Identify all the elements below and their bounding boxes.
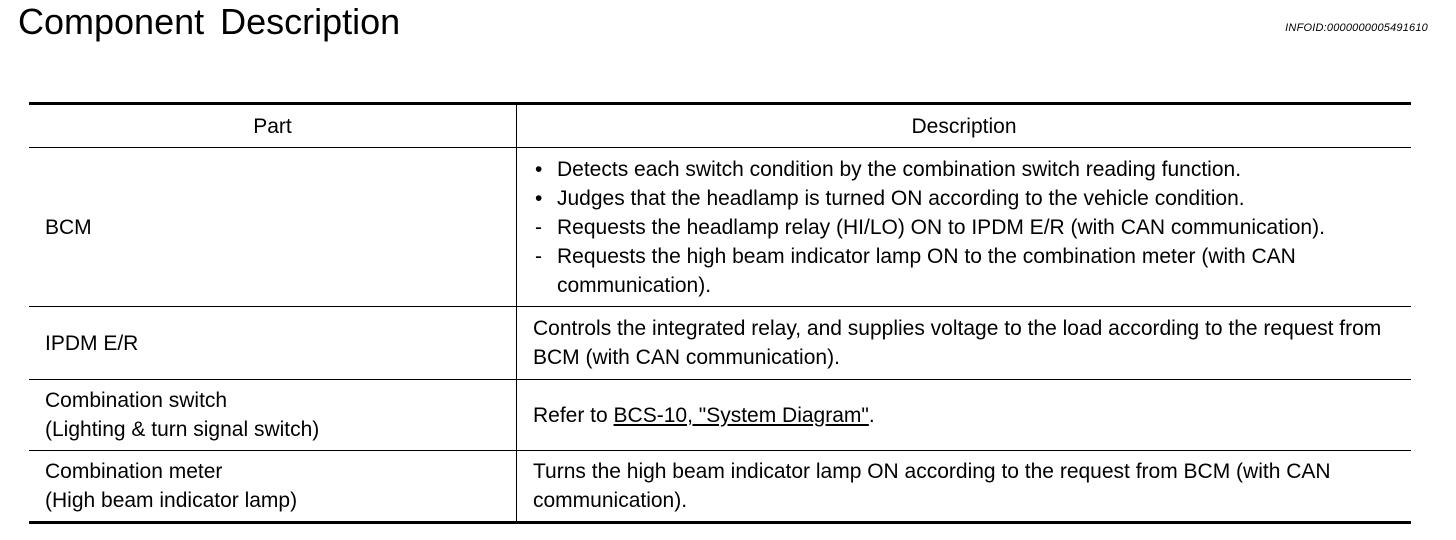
part-name: Combination meter	[45, 460, 223, 483]
description-cell: Turns the high beam indicator lamp ON according to the request from BCM (with CAN communication).	[517, 451, 1412, 523]
table-row	[29, 380, 1411, 451]
description-cell: Controls the integrated relay, and supplies voltage to the load according to the request from BCM (with CAN communication).	[517, 307, 1412, 380]
part-cell	[29, 451, 517, 523]
table-header-row	[29, 104, 1411, 148]
description-list	[533, 155, 1403, 300]
part-cell	[29, 380, 517, 451]
list-item-text: Requests the high beam indicator lamp ON to the combination meter (with CAN communication).	[557, 244, 1296, 297]
component-description-table	[29, 102, 1411, 524]
list-item	[533, 155, 1403, 184]
part-cell: BCM	[29, 148, 517, 307]
description-suffix: .	[868, 403, 875, 427]
table-row	[29, 307, 1411, 380]
table-row	[29, 148, 1411, 307]
list-item	[533, 242, 1403, 300]
list-item-text: Judges that the headlamp is turned ON according to the vehicle condition.	[557, 186, 1245, 210]
list-item	[533, 213, 1403, 242]
list-item	[533, 184, 1403, 213]
bullet-marker: •	[535, 186, 543, 210]
part-subname: (Lighting & turn signal switch)	[45, 418, 320, 441]
bullet-marker: •	[535, 157, 543, 181]
part-name: Combination switch	[45, 389, 228, 412]
description-cell	[517, 148, 1412, 307]
part-cell: IPDM E/R	[29, 307, 517, 380]
info-id: INFOID:0000000005491610	[1285, 22, 1428, 34]
description-prefix: Refer to	[533, 403, 614, 427]
part-subname: (High beam indicator lamp)	[45, 489, 298, 512]
list-item-text: Detects each switch condition by the combination switch reading function.	[557, 157, 1242, 181]
column-header-description: Description	[517, 104, 1412, 148]
description-cell	[517, 380, 1412, 451]
page-title: Component Description	[18, 1, 401, 42]
reference-link[interactable]: BCS-10, "System Diagram"	[613, 403, 869, 427]
table-row	[29, 451, 1411, 523]
column-header-part: Part	[29, 104, 517, 148]
dash-marker: -	[535, 244, 542, 268]
list-item-text: Requests the headlamp relay (HI/LO) ON to IPDM E/R (with CAN communication).	[557, 215, 1325, 239]
dash-marker: -	[535, 215, 542, 239]
